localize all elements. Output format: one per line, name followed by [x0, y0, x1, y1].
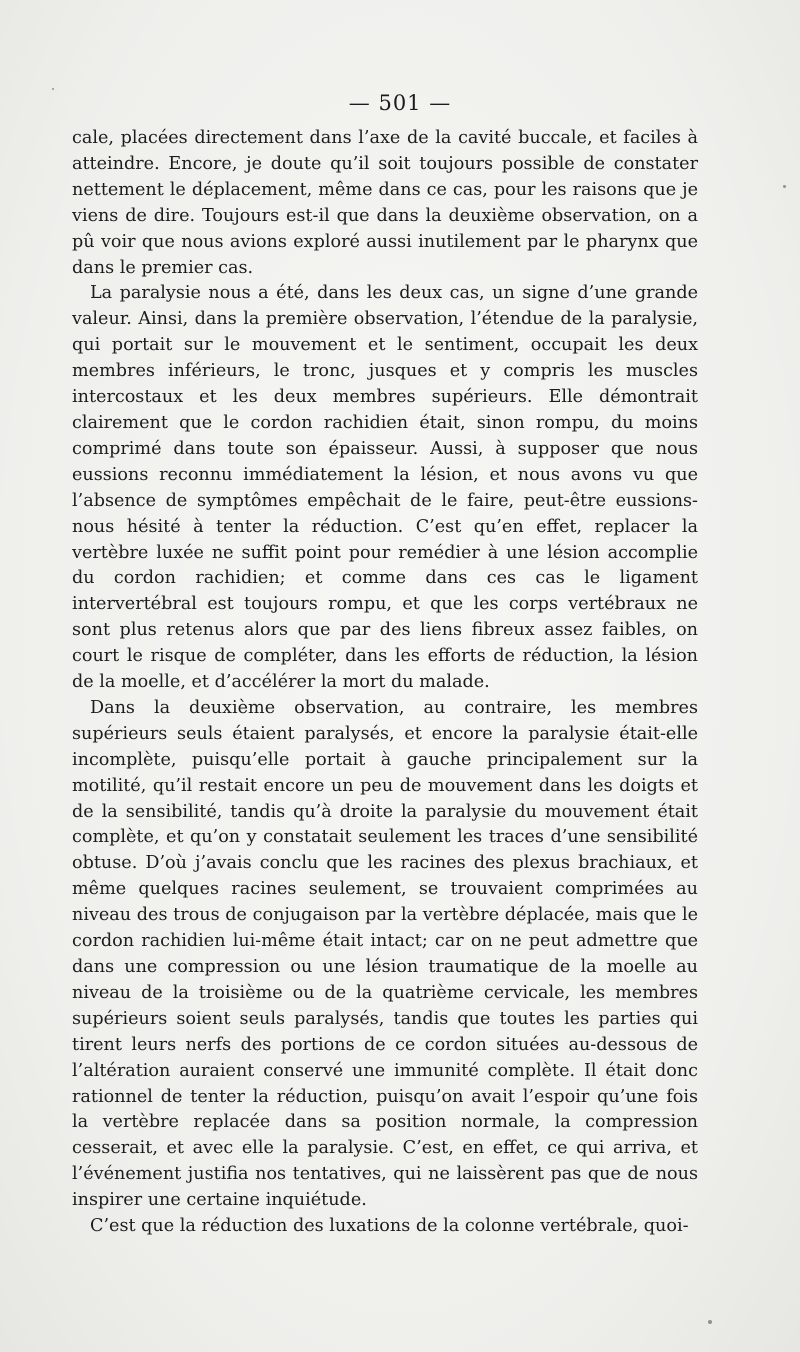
paragraph-3: Dans la deuxième observation, au contraire, les membres supérieurs seuls étaient paralysés, et encore la paralysie était-elle incomplète, puisqu’elle portait à gauche principalement sur la motilité, qu’il restait encore un peu de mouvement dans les doigts et de la sensibilité, tandis qu’à droite la paralysie du mouvement était complète, et qu’on y constatait seulement les traces d’une sensibilité obtuse. D’où j’avais conclu que les racines des plexus brachiaux, et même quelques racines seulement, se trouvaient comprimées au niveau des trous de conjugaison par la vertèbre déplacée, mais que le cordon rachidien lui-même était intact; car on ne peut admettre que dans une compression ou une lésion traumatique de la moelle au niveau de la troisième ou de la quatrième cervicale, les membres supérieurs soient seuls paralysés, tandis que toutes les parties qui tirent leurs nerfs des portions de ce cordon situées au-dessous de l’altération auraient conservé une immunité complète. Il était donc rationnel de tenter la réduction, puisqu’on avait l’espoir qu’une fois la vertèbre replacée dans sa position normale, la compression cesserait, et avec elle la paralysie. C’est, en effet, ce qui arriva, et l’événement justifia nos tentatives, qui ne laissèrent pas que de nous inspirer une certaine inquiétude. [72, 697, 698, 1211]
paper-speck [783, 185, 786, 188]
paragraph-2: La paralysie nous a été, dans les deux cas, un signe d’une grande valeur. Ainsi, dans la première observation, l’étendue de la paralysie, qui portait sur le mouvement et le sentiment, occupait les deux membres inférieurs, le tronc, jusques et y compris les muscles intercostaux et les deux membres supérieurs. Elle démontrait clairement que le cordon rachidien était, sinon rompu, du moins comprimé dans toute son épaisseur. Aussi, à supposer que nous eussions reconnu immédiatement la lésion, et nous avons vu que l’absence de symptômes empêchait de le faire, peut-être eussions-nous hésité à tenter la réduction. C’est qu’en effet, replacer la vertèbre luxée ne suffit point pour remédier à une lésion accomplie du cordon rachidien; et comme dans ces cas le ligament intervertébral est toujours rompu, et que les corps vertébraux ne sont plus retenus alors que par des liens fibreux assez faibles, on court le risque de compléter, dans les efforts de réduction, la lésion de la moelle, et d’accélérer la mort du malade. [72, 283, 698, 693]
page-number-header: — 501 — [348, 91, 452, 115]
paper-speck [708, 1320, 712, 1324]
body-text [72, 126, 698, 1240]
paragraph-1: cale, placées directement dans l’axe de la cavité buccale, et faciles à atteindre. Encore, je doute qu’il soit toujours possible de constater nettement le déplacement, même dans ce cas, pour les raisons que je viens de dire. Toujours est-il que dans la deuxième observation, on a pû voir que nous avions exploré aussi inutilement par le pharynx que dans le premier cas. [72, 128, 698, 278]
paper-speck [52, 88, 54, 90]
paragraph-4: C’est que la réduction des luxations de la colonne vertébrale, quoi- [90, 1216, 689, 1237]
